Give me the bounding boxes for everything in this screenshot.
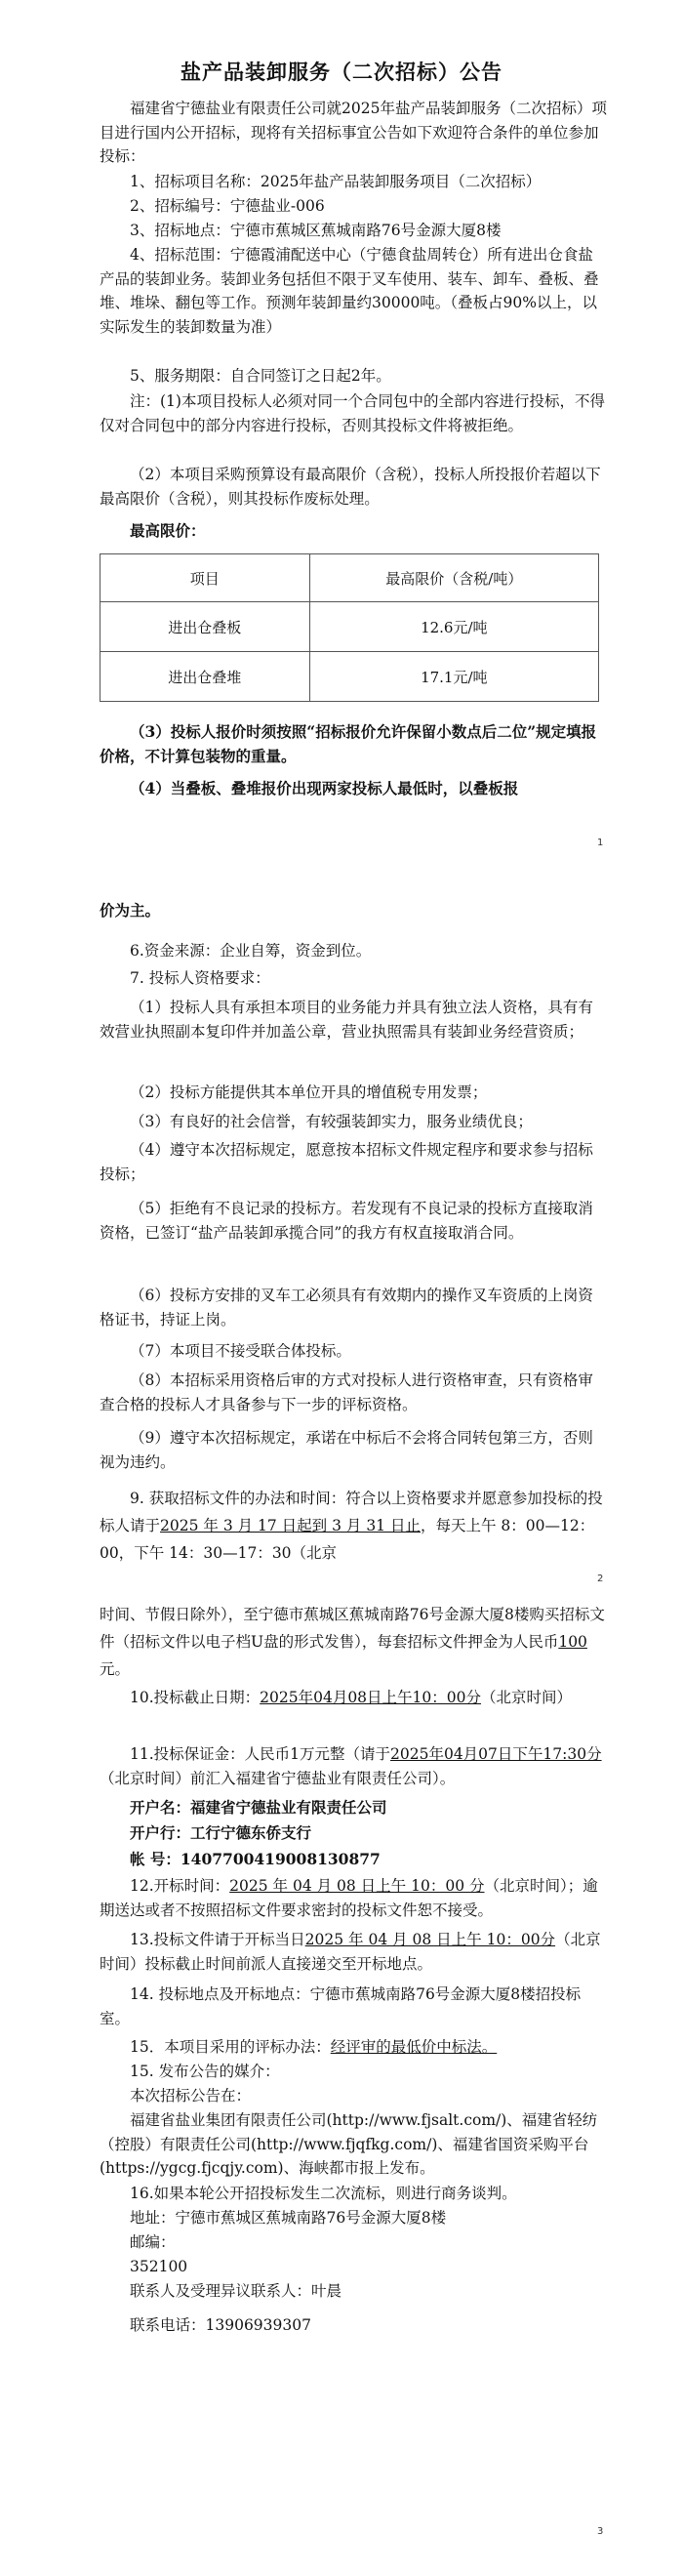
contact-phone: 联系电话：13906939307 (130, 2316, 311, 2334)
document-title: 盐产品装卸服务（二次招标）公告 (181, 61, 502, 84)
note-2: （2）本项目采购预算设有最高限价（含税），投标人所投报价若超以下最高限价（含税），则其投标作废标处理。 (100, 466, 601, 508)
bid-deadline-date: 2025年04月08日上午10：00分 (260, 1689, 481, 1706)
obtain-text: 9. 获取招标文件的办法和时间：符合以上资格要求并愿意参加投标的投标人请于 (100, 1490, 603, 1534)
bid-bond-text: 11.投标保证金：人民币1万元整（请于 (130, 1745, 391, 1763)
bid-deadline-label: 10.投标截止日期： (130, 1689, 261, 1706)
qualification-7: （7）本项目不接受联合体投标。 (130, 1342, 351, 1360)
item-qualification-heading: 7. 投标人资格要求： (130, 969, 270, 987)
item-opening-location: 14. 投标地点及开标地点：宁德市蕉城南路76号金源大厦8楼招投标室。 (100, 1985, 582, 2027)
item-obtain-documents (100, 1485, 607, 1567)
submission-text-end: （北京时间）投标截止时间前派人直接递交至开标地点。 (100, 1931, 601, 1973)
evaluation-method: 经评审的最低价中标法。 (330, 2038, 498, 2056)
item-project-name: 1、招标项目名称：2025年盐产品装卸服务项目（二次招标） (130, 173, 542, 190)
item-service-period: 5、服务期限：自合同签订之日起2年。 (130, 367, 391, 385)
page-number: 3 (597, 2526, 604, 2537)
bank-branch: 开户行：工行宁德东侨支行 (130, 1823, 312, 1842)
table-header-cell: 项目 (100, 554, 310, 602)
item-evaluation-method (100, 2035, 607, 2060)
item-bid-deadline (100, 1686, 607, 1710)
qualification-3: （3）有良好的社会信誉，有较强装卸实力，服务业绩优良； (130, 1113, 533, 1130)
qualification-6: （6）投标方安排的叉车工必须具有有效期内的操作叉车资质的上岗资格证书，持证上岗。 (100, 1287, 593, 1329)
contact-person: 联系人及受理异议联系人：叶晨 (130, 2282, 342, 2300)
opening-time-label: 12.开标时间： (130, 1877, 230, 1895)
contact-zip-value: 352100 (130, 2258, 188, 2275)
qualification-4: （4）遵守本次招标规定，愿意按本招标文件规定程序和要求参与招标投标； (100, 1141, 593, 1183)
intro-paragraph: 福建省宁德盐业有限责任公司就2025年盐产品装卸服务（二次招标）项目进行国内公开招标，现将有关招标事宜公告如下欢迎符合条件的单位参加投标： (100, 100, 607, 165)
max-price-label: 最高限价： (130, 521, 206, 540)
qualification-2: （2）投标方能提供其本单位开具的增值税专用发票； (130, 1084, 488, 1101)
item-submission (100, 1928, 607, 1976)
submission-text: 13.投标文件请于开标当日 (130, 1931, 305, 1948)
bank-account-number: 帐 号：1407700419008130877 (130, 1850, 381, 1868)
table-row (100, 652, 599, 702)
evaluation-label: 15．本项目采用的评标办法： (130, 2038, 331, 2056)
qualification-5: （5）拒绝有不良记录的投标方。若发现有不良记录的投标方直接取消资格，已签订“盐产品装卸承揽合同”的我方有权直接取消合同。 (100, 1200, 593, 1242)
deposit-unit: 元。 (100, 1660, 131, 1678)
note-4-continued: 价为主。 (100, 901, 161, 920)
opening-time-date: 2025 年 04 月 08 日上午 10：00 分 (229, 1877, 485, 1895)
qualification-8: （8）本招标采用资格后审的方式对投标人进行资格审查，只有资格审查合格的投标人才具备参与下一步的评标资格。 (100, 1371, 593, 1413)
table-row (100, 602, 599, 652)
obtain-date-range: 2025 年 3 月 17 日起到 3 月 31 日止 (160, 1517, 421, 1534)
table-header-row (100, 554, 599, 602)
page-number: 2 (597, 1574, 604, 1584)
qualification-1: （1）投标人具有承担本项目的业务能力并具有独立法人资格，具有有效营业执照副本复印件并加盖公章，营业执照需具有装卸业务经营资质； (100, 999, 593, 1041)
bank-account-name: 开户名：福建省宁德盐业有限责任公司 (130, 1798, 387, 1817)
obtain-text-continued: 时间、节假日除外），至宁德市蕉城区蕉城南路76号金源大厦8楼购买招标文件（招标文件以电子档U盘的形式发售），每套招标文件押金为人民币 (100, 1606, 605, 1651)
bid-deadline-tz: （北京时间） (481, 1689, 573, 1706)
item-opening-time (100, 1874, 607, 1922)
table-cell-price: 12.6元/吨 (309, 602, 598, 652)
submission-date: 2025 年 04 月 08 日上午 10：00分 (304, 1931, 556, 1948)
obtain-hours: ，每天上午 8：00—12：00，下午 14：30—17：30（北京 (100, 1517, 595, 1562)
publication-intro: 本次招标公告在： (130, 2087, 252, 2105)
publication-media-list: 福建省盐业集团有限责任公司(http://www.fjsalt.com/)、福建省轻纺（控股）有限责任公司(http://www.fjqfkg.com/)、福建省国资采购平台(https://ygcg.fjcqjy.com)、海峡都市报上发布。 (100, 2111, 598, 2177)
item-publication-media: 15. 发布公告的媒介： (130, 2063, 280, 2080)
item-tender-scope: 4、招标范围：宁德霞浦配送中心（宁德食盐周转仓）所有进出仓食盐产品的装卸业务。装卸业务包括但不限于叉车使用、装车、卸车、叠板、叠堆、堆垛、翻包等工作。预测年装卸量约30000吨。（叠板占90%以上，以实际发生的装卸数量为准） (100, 246, 599, 336)
table-cell-item: 进出仓叠堆 (100, 652, 310, 702)
item-tender-number: 2、招标编号：宁德盐业-006 (130, 197, 325, 215)
item-obtain-documents-continued (100, 1601, 607, 1683)
qualification-9: （9）遵守本次招标规定，承诺在中标后不会将合同转包第三方，否则视为违约。 (100, 1429, 593, 1471)
opening-time-note: （北京时间）；逾期送达或者不按照招标文件要求密封的投标文件恕不接受。 (100, 1877, 598, 1919)
table-cell-price: 17.1元/吨 (309, 652, 598, 702)
item-funding-source: 6.资金来源：企业自筹，资金到位。 (130, 942, 372, 960)
zip-label: 邮编： (130, 2233, 176, 2251)
contact-zip (100, 2230, 607, 2255)
page-number: 1 (597, 838, 604, 848)
item-second-failure: 16.如果本轮公开招投标发生二次流标，则进行商务谈判。 (130, 2185, 517, 2202)
deposit-amount: 100 (558, 1633, 587, 1651)
table-cell-item: 进出仓叠板 (100, 602, 310, 652)
note-3: （3）投标人报价时须按照“招标报价允许保留小数点后二位”规定填报价格，不计算包装物的重量。 (100, 722, 597, 765)
bid-bond-date: 2025年04月07日下午17:30分 (390, 1745, 602, 1763)
contact-address: 地址：宁德市蕉城区蕉城南路76号金源大厦8楼 (130, 2209, 447, 2227)
table-header-cell: 最高限价（含税/吨） (309, 554, 598, 602)
max-price-table (100, 553, 599, 702)
bid-bond-text-end: （北京时间）前汇入福建省宁德盐业有限责任公司）。 (100, 1769, 456, 1787)
note-4: （4）当叠板、叠堆报价出现两家投标人最低时，以叠板报 (130, 779, 519, 797)
note-1: 注：(1)本项目投标人必须对同一个合同包中的全部内容进行投标，不得仅对合同包中的部分内容进行投标，否则其投标文件将被拒绝。 (100, 392, 605, 434)
item-tender-location: 3、招标地点：宁德市蕉城区蕉城南路76号金源大厦8楼 (130, 222, 502, 239)
item-bid-bond (100, 1742, 607, 1790)
